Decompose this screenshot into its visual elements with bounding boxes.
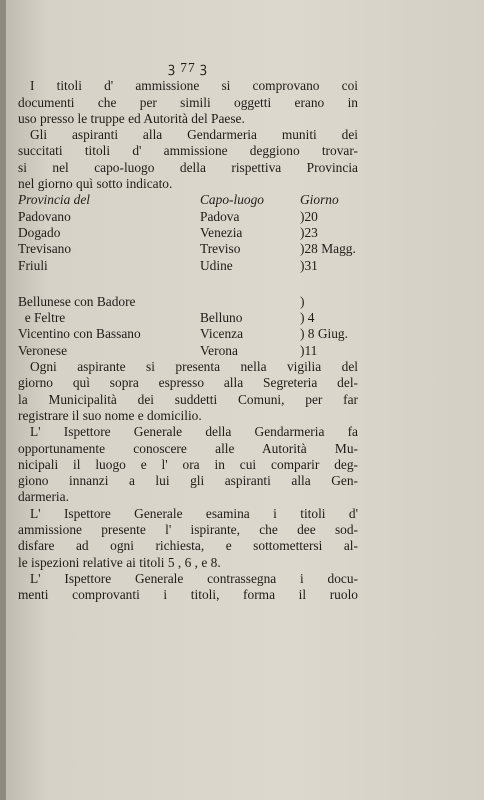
header-capoluogo: Capo-luogo [200, 192, 264, 208]
text-line: nel giorno quì sotto indicato. [18, 176, 173, 192]
cell-provincia: Bellunese con Badore [18, 293, 136, 309]
cell-giorno: )31 [300, 257, 318, 273]
table-gap [18, 274, 358, 294]
text-line: Ogni aspirante si presenta nella vigilia del [30, 359, 358, 375]
text-line: ammissione presente l' ispirante, che dee sod- [18, 522, 358, 538]
text-line: documenti che per simili oggetti erano in [18, 94, 358, 110]
cell-provincia: Friuli [18, 257, 48, 273]
text-line: L' Ispettore Generale contrassegna i docu- [30, 570, 358, 586]
text-line: disfare ad ogni richiesta, e sottomettersi al- [18, 538, 358, 554]
text-line: si nel capo-luogo della rispettiva Provincia [18, 159, 358, 175]
page-body [18, 60, 358, 604]
text-line: Gli aspiranti alla Gendarmeria muniti dei [30, 127, 358, 143]
table-row [18, 241, 358, 257]
cell-capoluogo: Vicenza [200, 326, 244, 342]
paragraph-5 [18, 506, 358, 571]
paragraph-4 [18, 424, 358, 505]
text-line: giono innanzi a lui gli aspiranti alla Gen- [18, 473, 358, 489]
text-line: I titoli d' ammissione si comprovano coi [30, 78, 358, 94]
cell-capoluogo: Venezia [200, 224, 243, 240]
cell-provincia: Dogado [18, 224, 61, 240]
table-row [18, 209, 358, 225]
cell-giorno: ) 8 Giug. [300, 326, 348, 342]
text-line: la Municipalità dei suddetti Comuni, per far [18, 391, 358, 407]
cell-capoluogo: Treviso [200, 241, 241, 257]
cell-provincia: Vicentino con Bassano [18, 326, 141, 342]
cell-giorno: )28 [300, 241, 318, 257]
text-line: giorno quì sopra espresso alla Segreteria del- [18, 375, 358, 391]
table-header-row [18, 192, 358, 208]
paragraph-1 [18, 78, 358, 127]
paragraph-3 [18, 359, 358, 424]
text-line: nicipali il luogo e l' ora in cui comparir deg- [18, 456, 358, 472]
month-label: Magg. [321, 241, 356, 257]
header-provincia: Provincia del [18, 192, 91, 208]
table-row [18, 326, 358, 342]
text-line: L' Ispettore Generale esamina i titoli d' [30, 505, 358, 521]
cell-giorno: )23 [300, 224, 318, 240]
header-giorno: Giorno [300, 192, 339, 208]
paragraph-6 [18, 571, 358, 604]
cell-capoluogo: Padova [200, 208, 240, 224]
text-line: registrare il suo nome e domicilio. [18, 407, 202, 423]
text-line: L' Ispettore Generale della Gendarmeria fa [30, 424, 358, 440]
cell-giorno: )20 [300, 208, 318, 224]
cell-giorno: ) 4 [300, 310, 315, 326]
text-line: succitati titoli d' ammissione deggiono trovar- [18, 143, 358, 159]
table-row [18, 294, 358, 310]
cell-provincia: Padovano [18, 208, 71, 224]
table-row [18, 258, 358, 274]
cell-giorno: ) [300, 293, 305, 309]
cell-capoluogo: Verona [200, 342, 238, 358]
table-row [18, 225, 358, 241]
cell-provincia: e Feltre [18, 310, 66, 326]
text-line: menti comprovanti i titoli, forma il ruolo [18, 587, 358, 603]
schedule-table-june [18, 294, 358, 359]
cell-giorno: )11 [300, 342, 318, 358]
cell-capoluogo: Udine [200, 257, 233, 273]
cell-provincia: Trevisano [18, 241, 72, 257]
page-edge-shadow [0, 0, 6, 800]
table-row [18, 310, 358, 326]
text-line: darmeria. [18, 489, 69, 505]
text-line: opportunamente conoscere alle Autorità Mu- [18, 440, 358, 456]
text-line: uso presso le truppe ed Autorità del Paese. [18, 110, 245, 126]
schedule-table-may [18, 192, 358, 273]
paragraph-2 [18, 127, 358, 192]
cell-capoluogo: Belluno [200, 310, 243, 326]
table-row [18, 343, 358, 359]
cell-capoluogo [200, 294, 300, 310]
page-number: ꝫ 77 ꝫ [168, 60, 208, 75]
cell-provincia: Veronese [18, 342, 68, 358]
text-line: le ispezioni relative ai titoli 5 , 6 , e 8. [18, 554, 221, 570]
